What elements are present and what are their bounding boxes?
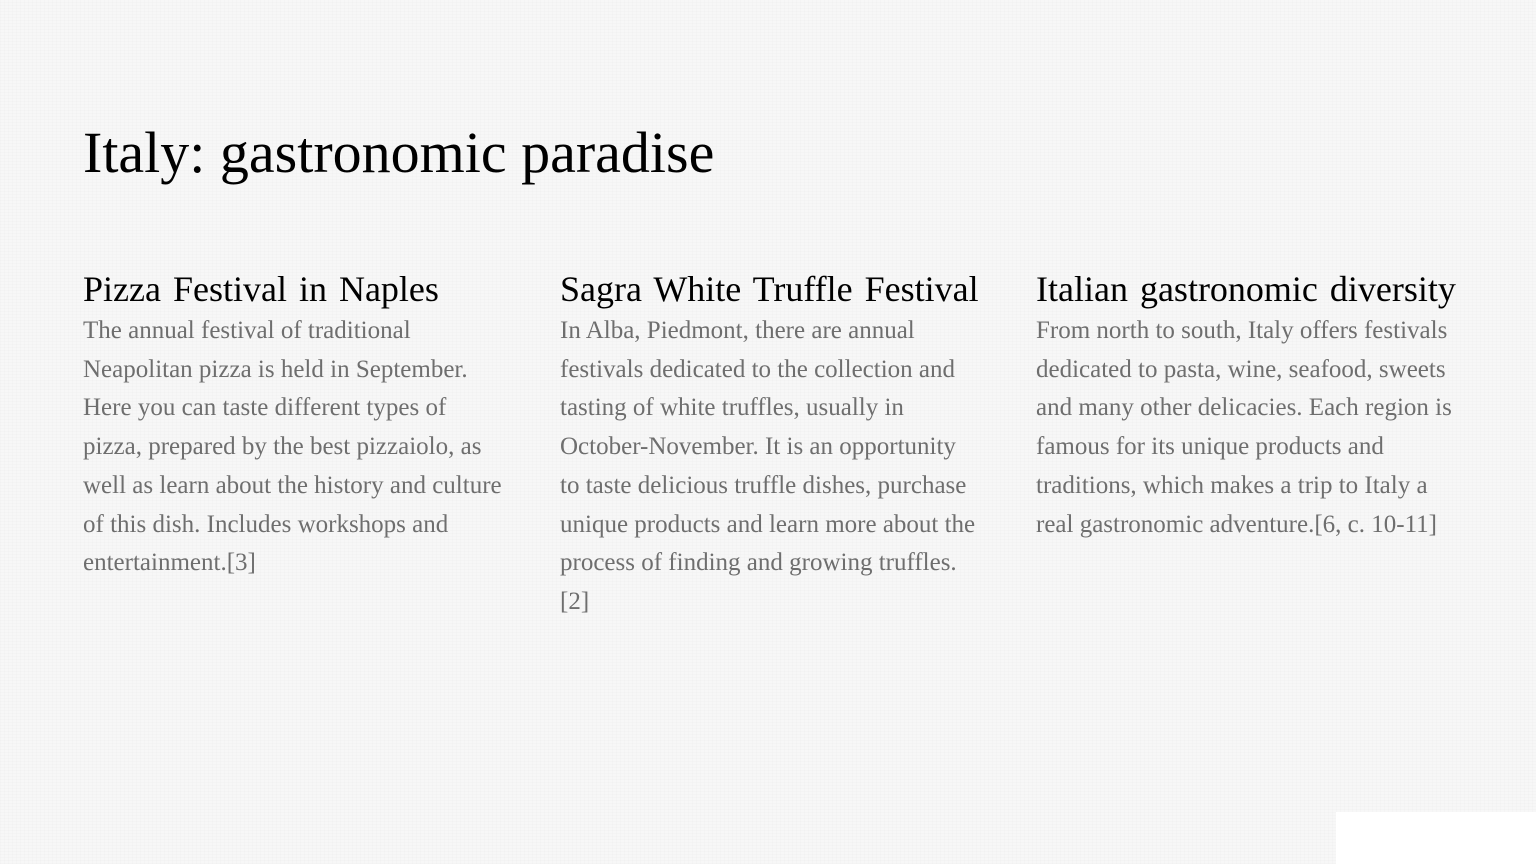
slide-title: Italy: gastronomic paradise <box>83 120 715 185</box>
column-body-text: From north to south, Italy offers festivals dedicated to pasta, wine, seafood, sweets and many other delicacies. Each region is famous for its unique products and traditions, which makes a trip to Italy a real gastronomic adventure.[6, c. 10-11] <box>1036 317 1452 538</box>
column-heading: Italian gastronomic diversity <box>1036 269 1456 309</box>
column-heading: Sagra White Truffle Festival <box>560 269 979 309</box>
column-body-text: In Alba, Piedmont, there are annual festivals dedicated to the collection and tasting of white truffles, usually in October-November. It is an opportunity to taste delicious truffle dishes, purchase unique products and learn more about the process of finding and growing truffles.[2] <box>560 317 976 615</box>
column-heading: Pizza Festival in Naples <box>83 269 439 309</box>
column-body-text: The annual festival of traditional Neapolitan pizza is held in September. Here you can taste different types of pizza, prepared by the best pizzaiolo, as well as learn about the history and culture of this dish. Includes workshops and entertainment.[3] <box>83 317 502 577</box>
corner-patch <box>1336 812 1536 864</box>
